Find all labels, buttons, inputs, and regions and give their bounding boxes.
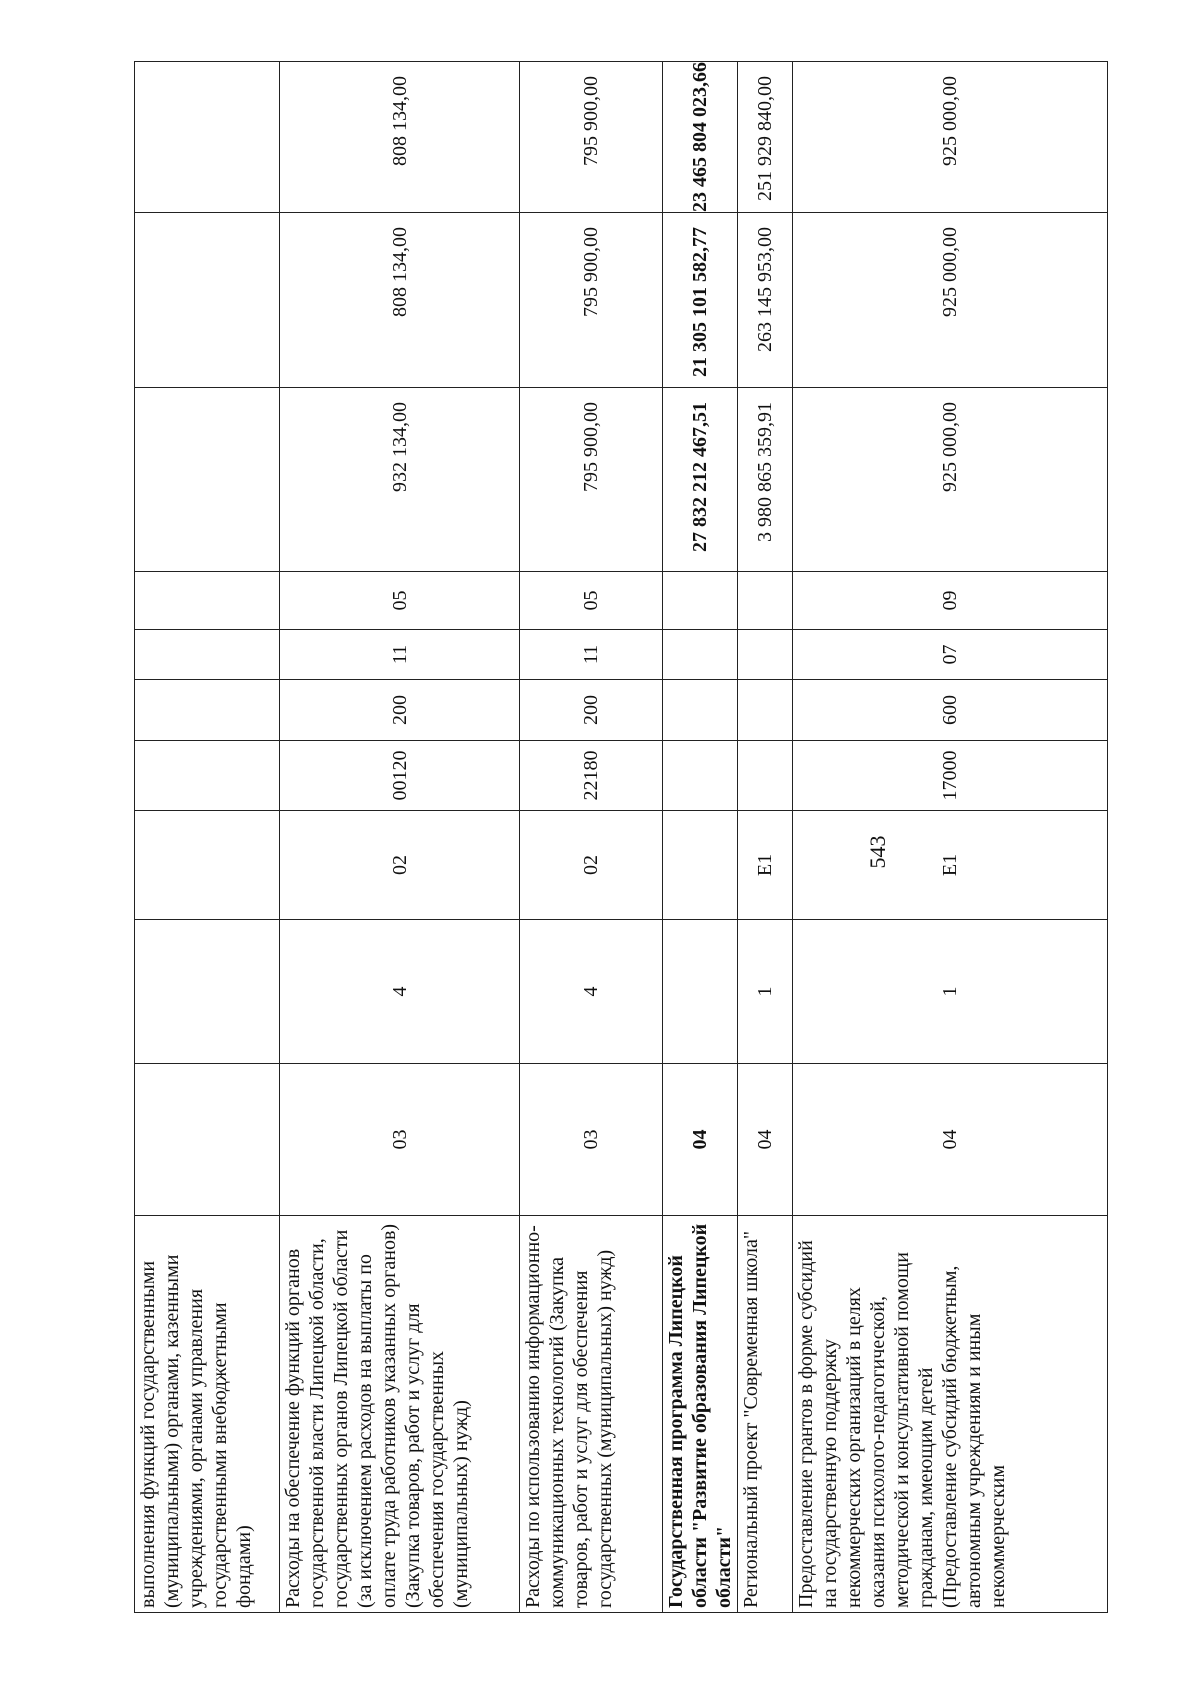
code-cell-c4: 22180	[520, 741, 663, 811]
code-cell-c7	[663, 572, 738, 630]
code-cell-c2: 1	[738, 920, 793, 1064]
amount-cell-v3: 251 929 840,00	[738, 62, 793, 213]
code-cell-c3: 02	[520, 811, 663, 920]
code-cell-c5: 200	[280, 680, 520, 741]
row-name-cell: Региональный проект "Современная школа"	[738, 1216, 793, 1613]
rotated-table-container	[134, 62, 1092, 1613]
row-name-cell: Расходы на обеспечение функций органов государственной власти Липецкой области, государственных органов Липецкой области (за исключением расходов на выплаты по оплате труда работников указанных органов) (Закупка товаров, работ и услуг для обеспечения государственных (муниципальных) нужд)	[280, 1216, 520, 1613]
amount-cell-v2: 795 900,00	[520, 213, 663, 388]
table-body	[135, 62, 1108, 1613]
code-cell-c4	[738, 741, 793, 811]
code-cell-c4	[135, 741, 280, 811]
code-cell-c7: 05	[520, 572, 663, 630]
code-cell-c1: 04	[793, 1064, 1108, 1216]
table-row	[738, 62, 793, 1613]
budget-table	[134, 61, 1108, 1613]
amount-cell-v1: 3 980 865 359,91	[738, 388, 793, 572]
code-cell-c6: 11	[520, 630, 663, 680]
code-cell-c2	[663, 920, 738, 1064]
code-cell-c7: 05	[280, 572, 520, 630]
code-cell-c5	[663, 680, 738, 741]
code-cell-c7	[135, 572, 280, 630]
amount-cell-v1: 925 000,00	[793, 388, 1108, 572]
code-cell-c2: 1	[793, 920, 1108, 1064]
code-cell-c2	[135, 920, 280, 1064]
row-name-cell: Предоставление грантов в форме субсидий на государственную поддержку некоммерческих организаций в целях оказания психолого-педагогической, методической и консультативной помощи гражданам, имеющим детей (Предоставление субсидий бюджетным, автономным учреждениям и иным некоммерческим	[793, 1216, 1108, 1613]
amount-cell-v3: 795 900,00	[520, 62, 663, 213]
code-cell-c5: 200	[520, 680, 663, 741]
code-cell-c6: 11	[280, 630, 520, 680]
amount-cell-v1	[135, 388, 280, 572]
page-number: 543	[865, 835, 890, 869]
code-cell-c7: 09	[793, 572, 1108, 630]
amount-cell-v2	[135, 213, 280, 388]
amount-cell-v2: 21 305 101 582,77	[663, 213, 738, 388]
code-cell-c3: E1	[738, 811, 793, 920]
code-cell-c5	[135, 680, 280, 741]
amount-cell-v2: 263 145 953,00	[738, 213, 793, 388]
code-cell-c5	[738, 680, 793, 741]
amount-cell-v2: 925 000,00	[793, 213, 1108, 388]
code-cell-c1	[135, 1064, 280, 1216]
code-cell-c2: 4	[280, 920, 520, 1064]
code-cell-c5: 600	[793, 680, 1108, 741]
row-name-cell: Расходы по использованию информационно-коммуникационных технологий (Закупка товаров, работ и услуг для обеспечения государственных (муниципальных) нужд)	[520, 1216, 663, 1613]
code-cell-c3	[663, 811, 738, 920]
table-row	[793, 62, 1108, 1613]
code-cell-c1: 04	[738, 1064, 793, 1216]
code-cell-c1: 03	[520, 1064, 663, 1216]
amount-cell-v3	[135, 62, 280, 213]
amount-cell-v3: 925 000,00	[793, 62, 1108, 213]
code-cell-c2: 4	[520, 920, 663, 1064]
table-row	[520, 62, 663, 1613]
amount-cell-v1: 932 134,00	[280, 388, 520, 572]
code-cell-c1: 03	[280, 1064, 520, 1216]
table-row	[135, 62, 280, 1613]
code-cell-c7	[738, 572, 793, 630]
code-cell-c3: 02	[280, 811, 520, 920]
amount-cell-v3: 808 134,00	[280, 62, 520, 213]
amount-cell-v2: 808 134,00	[280, 213, 520, 388]
amount-cell-v3: 23 465 804 023,66	[663, 62, 738, 213]
row-name-cell: выполнения функций государственными (муниципальными) органами, казенными учреждениями, органами управления государственными внебюджетными фондами)	[135, 1216, 280, 1613]
row-name-cell: Государственная программа Липецкой области "Развитие образования Липецкой области"	[663, 1216, 738, 1613]
amount-cell-v1: 27 832 212 467,51	[663, 388, 738, 572]
code-cell-c6	[663, 630, 738, 680]
code-cell-c6	[738, 630, 793, 680]
code-cell-c4	[663, 741, 738, 811]
code-cell-c3	[135, 811, 280, 920]
code-cell-c4: 17000	[793, 741, 1108, 811]
code-cell-c3: E1	[793, 811, 1108, 920]
code-cell-c1: 04	[663, 1064, 738, 1216]
code-cell-c6: 07	[793, 630, 1108, 680]
amount-cell-v1: 795 900,00	[520, 388, 663, 572]
code-cell-c6	[135, 630, 280, 680]
table-row	[280, 62, 520, 1613]
code-cell-c4: 00120	[280, 741, 520, 811]
table-row	[663, 62, 738, 1613]
